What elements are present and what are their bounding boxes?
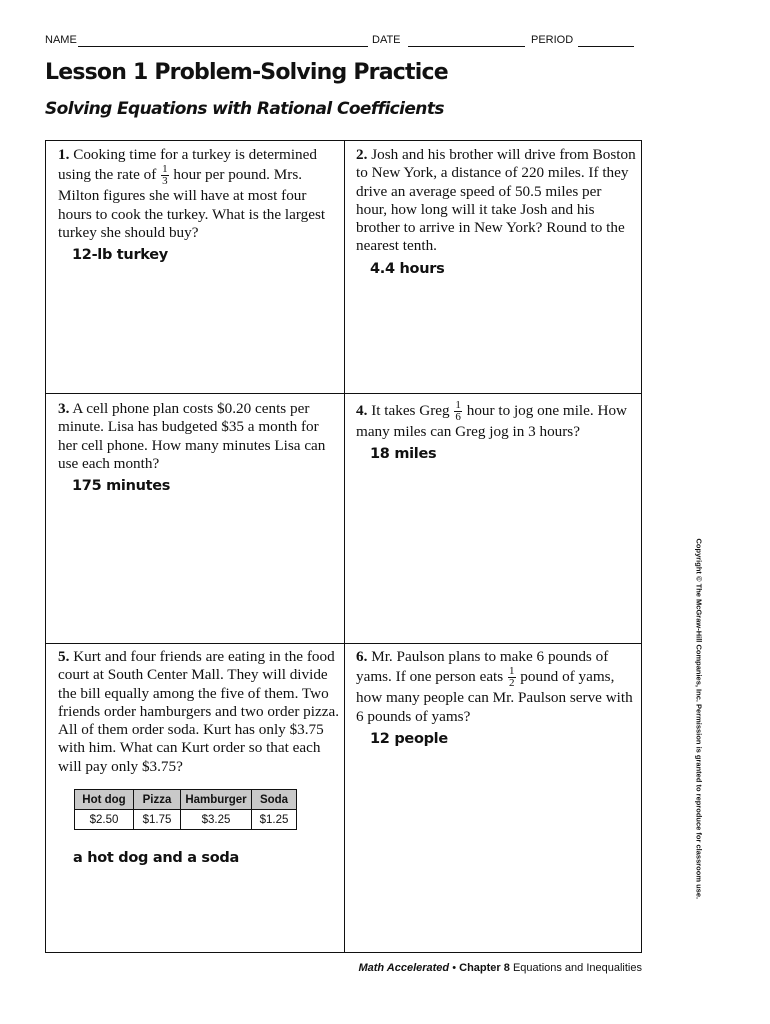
page-title: Lesson 1 Problem-Solving Practice <box>45 60 448 85</box>
period-field-line[interactable] <box>578 46 634 47</box>
problem-number: 1. <box>58 146 70 163</box>
problem-5 <box>58 648 340 776</box>
table-cell: $1.25 <box>252 810 297 830</box>
problem-4 <box>356 400 636 464</box>
student-info-header <box>45 34 635 50</box>
answer: 4.4 hours <box>370 260 445 277</box>
table-cell: $3.25 <box>181 810 252 830</box>
chapter-label: Chapter 8 <box>459 962 510 974</box>
problem-number: 6. <box>356 648 368 665</box>
problem-text: It takes Greg <box>371 401 450 419</box>
table-header-cell: Soda <box>252 790 297 810</box>
name-label: NAME <box>45 34 77 46</box>
problem-text: Kurt and four friends are eating in the food court at South Center Mall. They will divide the bill equally among the five of them. Two friends order hamburgers and two order pizza. All of them order soda. Kurt has only $3.75 with him. What can Kurt order so that each will pay only $3.75? <box>58 648 340 775</box>
footer-separator: • <box>452 962 457 974</box>
problem-text-continued: hour to jog one mile. How many miles can Greg jog in 3 hours? <box>356 401 628 440</box>
problem-text: Mr. Paulson plans to make 6 pounds of yams. If one person eats <box>356 648 609 686</box>
answer: 175 minutes <box>72 478 171 495</box>
copyright-text: Copyright © The McGraw-Hill Companies, Inc. Permission is granted to reproduce for classroom use. <box>694 538 704 900</box>
problem-3 <box>58 400 340 495</box>
answer-5: a hot dog and a soda <box>73 850 239 866</box>
answer: 12 people <box>370 730 448 747</box>
chapter-topic: Equations and Inequalities <box>512 962 642 974</box>
book-title: Math Accelerated <box>358 962 450 974</box>
table-cell: $2.50 <box>75 810 134 830</box>
problem-2 <box>356 146 636 278</box>
problem-text-continued: pound of yams, how many people can Mr. Paulson serve with 6 pounds of yams? <box>356 668 633 725</box>
fraction: $\frac{1}{6}$ <box>455 399 461 423</box>
answer: 18 miles <box>370 446 437 463</box>
problem-1 <box>58 146 333 264</box>
fraction: $\frac{1}{2}$ <box>509 665 515 690</box>
date-label: DATE <box>372 34 401 46</box>
problem-number: 4. <box>356 401 368 419</box>
page-footer <box>358 962 642 974</box>
date-field-line[interactable] <box>408 46 525 47</box>
fraction: $\frac{1}{3}$ <box>162 163 168 188</box>
grid-divider-row2 <box>46 643 641 644</box>
table-header-row <box>75 790 297 810</box>
problem-6 <box>356 648 636 748</box>
table-cell: $1.75 <box>134 810 181 830</box>
name-field-line[interactable] <box>78 46 368 47</box>
problem-text: A cell phone plan costs $0.20 cents per minute. Lisa has budgeted $35 a month for her cell phone. How many minutes Lisa can use each month? <box>58 400 326 472</box>
food-price-table <box>74 789 297 830</box>
problem-text: Josh and his brother will drive from Boston to New York, a distance of 220 miles. If they drive an average speed of 50.5 miles per hour, how long will it take Josh and his brother to arrive in New York? Round to the nearest tenth. <box>356 146 636 255</box>
table-row <box>75 810 297 830</box>
answer: 12-lb turkey <box>72 247 168 264</box>
problem-text-continued: hour per pound. Mrs. Milton figures she will have at most four hours to cook the turkey. What is the largest turkey she should buy? <box>58 166 326 241</box>
table-header-cell: Hot dog <box>75 790 134 810</box>
grid-divider-vertical <box>344 141 345 952</box>
grid-divider-row1 <box>46 393 641 394</box>
problem-text: Cooking time for a turkey is determined using the rate of <box>58 146 317 184</box>
table-header-cell: Hamburger <box>181 790 252 810</box>
period-label: PERIOD <box>531 34 574 46</box>
problem-number: 5. <box>58 648 70 665</box>
copyright-sidebar <box>691 538 704 900</box>
table-header-cell: Pizza <box>134 790 181 810</box>
problem-number: 2. <box>356 146 368 163</box>
page-subtitle: Solving Equations with Rational Coefficients <box>45 99 444 119</box>
problem-number: 3. <box>58 400 70 417</box>
